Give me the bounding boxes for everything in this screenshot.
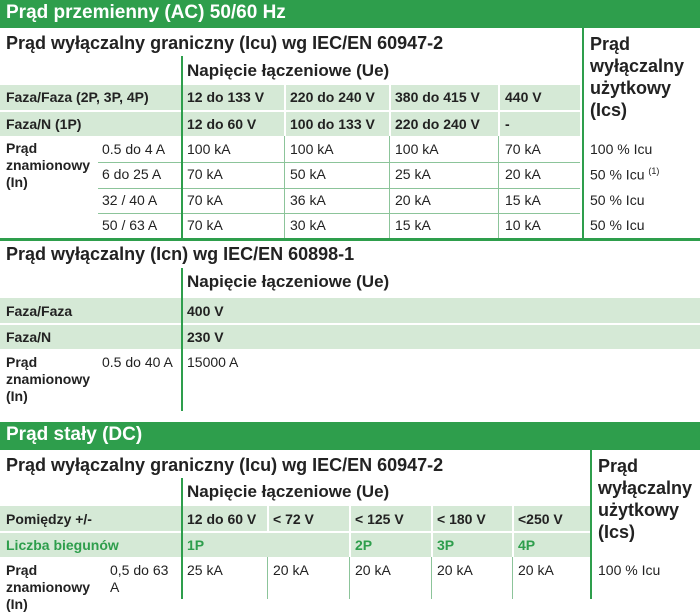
dc-col-sep [431, 557, 432, 599]
icn-faza-faza-row-bg [0, 298, 700, 323]
dc-val3: 20 kA [355, 562, 391, 578]
dc-v5: <250 V [518, 511, 563, 527]
ac-section-divider [0, 238, 700, 241]
ac-ics-title: Prąd wyłączalny użytkowy (Ics) [590, 34, 685, 120]
dc-in-label: Prąd znamionowy (In) [6, 562, 91, 612]
ac-row2-range: 6 do 25 A [102, 166, 162, 182]
dc-pole-4p: 4P [518, 537, 536, 553]
dc-title-band [0, 422, 700, 450]
ac-row4-v4: 10 kA [505, 217, 541, 233]
ac-row1-ics: 100 % Icu [590, 141, 653, 157]
ac-ics-divider [582, 28, 584, 240]
ac-row2-v3: 25 kA [395, 166, 431, 182]
icn-faza-faza-label: Faza/Faza [6, 303, 73, 319]
ac-row3-v1: 70 kA [187, 192, 223, 208]
dc-ics-title: Prąd wyłączalny użytkowy (Ics) [598, 456, 693, 542]
ac-col-sep [284, 85, 286, 136]
dc-pole-2p: 2P [355, 537, 373, 553]
dc-val5: 20 kA [518, 562, 554, 578]
ac-row1-v2: 100 kA [290, 141, 334, 157]
ac-faza-n-label: Faza/N (1P) [6, 116, 82, 132]
dc-ics-divider [590, 450, 592, 599]
dc-ics-value: 100 % Icu [598, 562, 661, 578]
ac-row1-v1: 100 kA [187, 141, 231, 157]
icn-range: 0.5 do 40 A [102, 354, 173, 370]
dc-col-sep [267, 506, 269, 531]
ac-title: Prąd przemienny (AC) 50/60 Hz [6, 2, 286, 23]
dc-v1: 12 do 60 V [187, 511, 257, 527]
ac-row2-v4: 20 kA [505, 166, 541, 182]
ac-row4-v1: 70 kA [187, 217, 223, 233]
ac-row2-v2: 50 kA [290, 166, 326, 182]
dc-pole-1p: 1P [187, 537, 205, 553]
icn-in-label: Prąd znamionowy (In) [6, 354, 91, 404]
ac-ue-title: Napięcie łączeniowe (Ue) [187, 61, 390, 80]
dc-ue-title: Napięcie łączeniowe (Ue) [187, 482, 390, 501]
ac-col-sep [498, 85, 500, 136]
dc-col-divider [181, 478, 183, 599]
ac-row-divider [98, 188, 580, 189]
dc-pomiedzy-label: Pomiędzy +/- [6, 511, 92, 527]
ac-fn-v3: 220 do 240 V [395, 116, 480, 132]
dc-col-sep [431, 506, 433, 557]
icn-faza-n-value: 230 V [187, 329, 224, 345]
ac-row4-ics: 50 % Icu [590, 217, 645, 233]
footnote-marker: (1) [648, 166, 660, 176]
ac-ff-v4: 440 V [505, 89, 542, 105]
ac-row4-v3: 15 kA [395, 217, 431, 233]
ac-row2-ics-text: 50 % Icu [590, 166, 645, 183]
dc-icu-title: Prąd wyłączalny graniczny (Icu) wg IEC/EN 60947-2 [6, 455, 444, 475]
ac-in-label: Prąd znamionowy (In) [6, 140, 91, 190]
ac-row-divider [98, 162, 580, 163]
ac-ff-v1: 12 do 133 V [187, 89, 265, 105]
dc-title: Prąd stały (DC) [6, 424, 143, 445]
ac-fn-v4: - [505, 116, 510, 132]
ac-row1-range: 0.5 do 4 A [102, 141, 166, 157]
icn-faza-n-row-bg [0, 325, 700, 349]
ac-icu-title: Prąd wyłączalny graniczny (Icu) wg IEC/EN 60947-2 [6, 33, 444, 53]
ac-row1-v4: 70 kA [505, 141, 541, 157]
ac-row1-v3: 100 kA [395, 141, 439, 157]
ac-col-sep [284, 136, 285, 238]
dc-v2: < 72 V [273, 511, 314, 527]
icn-title: Prąd wyłączalny (Icn) wg IEC/EN 60898-1 [6, 244, 355, 264]
dc-pole-3p: 3P [437, 537, 455, 553]
ac-row3-range: 32 / 40 A [102, 192, 158, 208]
ac-col-sep [498, 136, 499, 238]
icn-ue-title: Napięcie łączeniowe (Ue) [187, 272, 390, 291]
ac-row4-range: 50 / 63 A [102, 217, 158, 233]
ac-ff-v2: 220 do 240 V [290, 89, 375, 105]
icn-col-divider [181, 268, 183, 411]
dc-col-sep [512, 557, 513, 599]
icn-value: 15000 A [187, 354, 239, 370]
ac-row4-v2: 30 kA [290, 217, 326, 233]
dc-val1: 25 kA [187, 562, 223, 578]
ac-col-sep [389, 136, 390, 238]
dc-col-sep [349, 557, 350, 599]
ac-row2-ics [590, 166, 659, 183]
ac-ff-v3: 380 do 415 V [395, 89, 480, 105]
ac-row3-ics: 50 % Icu [590, 192, 645, 208]
dc-v4: < 180 V [437, 511, 486, 527]
ac-row2-v1: 70 kA [187, 166, 223, 182]
icn-faza-faza-value: 400 V [187, 303, 224, 319]
ac-fn-v2: 100 do 133 V [290, 116, 375, 132]
ac-faza-faza-label: Faza/Faza (2P, 3P, 4P) [6, 89, 149, 105]
dc-col-sep [267, 557, 268, 599]
ac-row-divider [98, 213, 580, 214]
ac-col-sep [389, 85, 391, 136]
dc-val4: 20 kA [437, 562, 473, 578]
ac-fn-v1: 12 do 60 V [187, 116, 257, 132]
ac-row3-v3: 20 kA [395, 192, 431, 208]
dc-range: 0,5 do 63 A [110, 562, 169, 595]
dc-col-sep [512, 506, 514, 557]
ac-col-divider [181, 56, 183, 238]
dc-col-sep [349, 506, 351, 557]
dc-val2: 20 kA [273, 562, 309, 578]
dc-v3: < 125 V [355, 511, 404, 527]
ac-row3-v2: 36 kA [290, 192, 326, 208]
ac-row3-v4: 15 kA [505, 192, 541, 208]
icn-faza-n-label: Faza/N [6, 329, 52, 345]
dc-poles-label: Liczba biegunów [6, 537, 119, 553]
ac-title-band [0, 0, 700, 28]
